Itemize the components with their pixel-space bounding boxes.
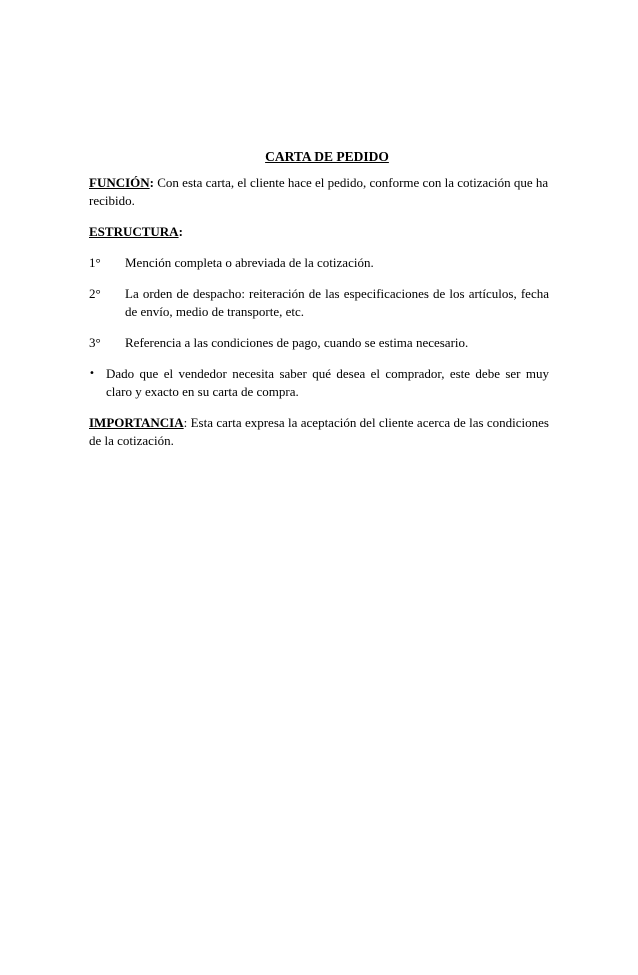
numbered-item-2 [89, 285, 549, 321]
numbered-item-1 [89, 254, 549, 272]
funcion-text: Con esta carta, el cliente hace el pedido, conforme con la cotización que ha recibido. [89, 175, 549, 208]
bullet-icon: • [89, 368, 95, 379]
document-title: CARTA DE PEDIDO [265, 149, 389, 164]
estructura-colon: : [178, 224, 183, 239]
funcion-colon: : [149, 175, 155, 190]
item-text: La orden de despacho: reiteración de las especificaciones de los artículos, fecha de envío, medio de transporte, etc. [125, 286, 549, 319]
item-number: 2° [89, 286, 101, 301]
item-text: Referencia a las condiciones de pago, cuando se estima necesario. [125, 335, 469, 350]
numbered-item-3 [89, 334, 549, 352]
funcion-paragraph [89, 174, 549, 210]
funcion-heading: FUNCIÓN [89, 175, 150, 190]
estructura-heading: ESTRUCTURA [89, 224, 179, 239]
item-number: 1° [89, 255, 101, 270]
importancia-heading: IMPORTANCIA [89, 415, 184, 430]
importancia-paragraph [89, 414, 549, 450]
bullet-item [89, 365, 549, 401]
document-body [89, 148, 549, 463]
item-text: Mención completa o abreviada de la cotización. [125, 255, 374, 270]
item-number: 3° [89, 335, 101, 350]
estructura-paragraph [89, 223, 549, 241]
bullet-text: Dado que el vendedor necesita saber qué desea el comprador, este debe ser muy claro y exacto en su carta de compra. [106, 366, 549, 399]
importancia-text: : Esta carta expresa la aceptación del cliente acerca de las condiciones de la cotización. [89, 415, 549, 448]
